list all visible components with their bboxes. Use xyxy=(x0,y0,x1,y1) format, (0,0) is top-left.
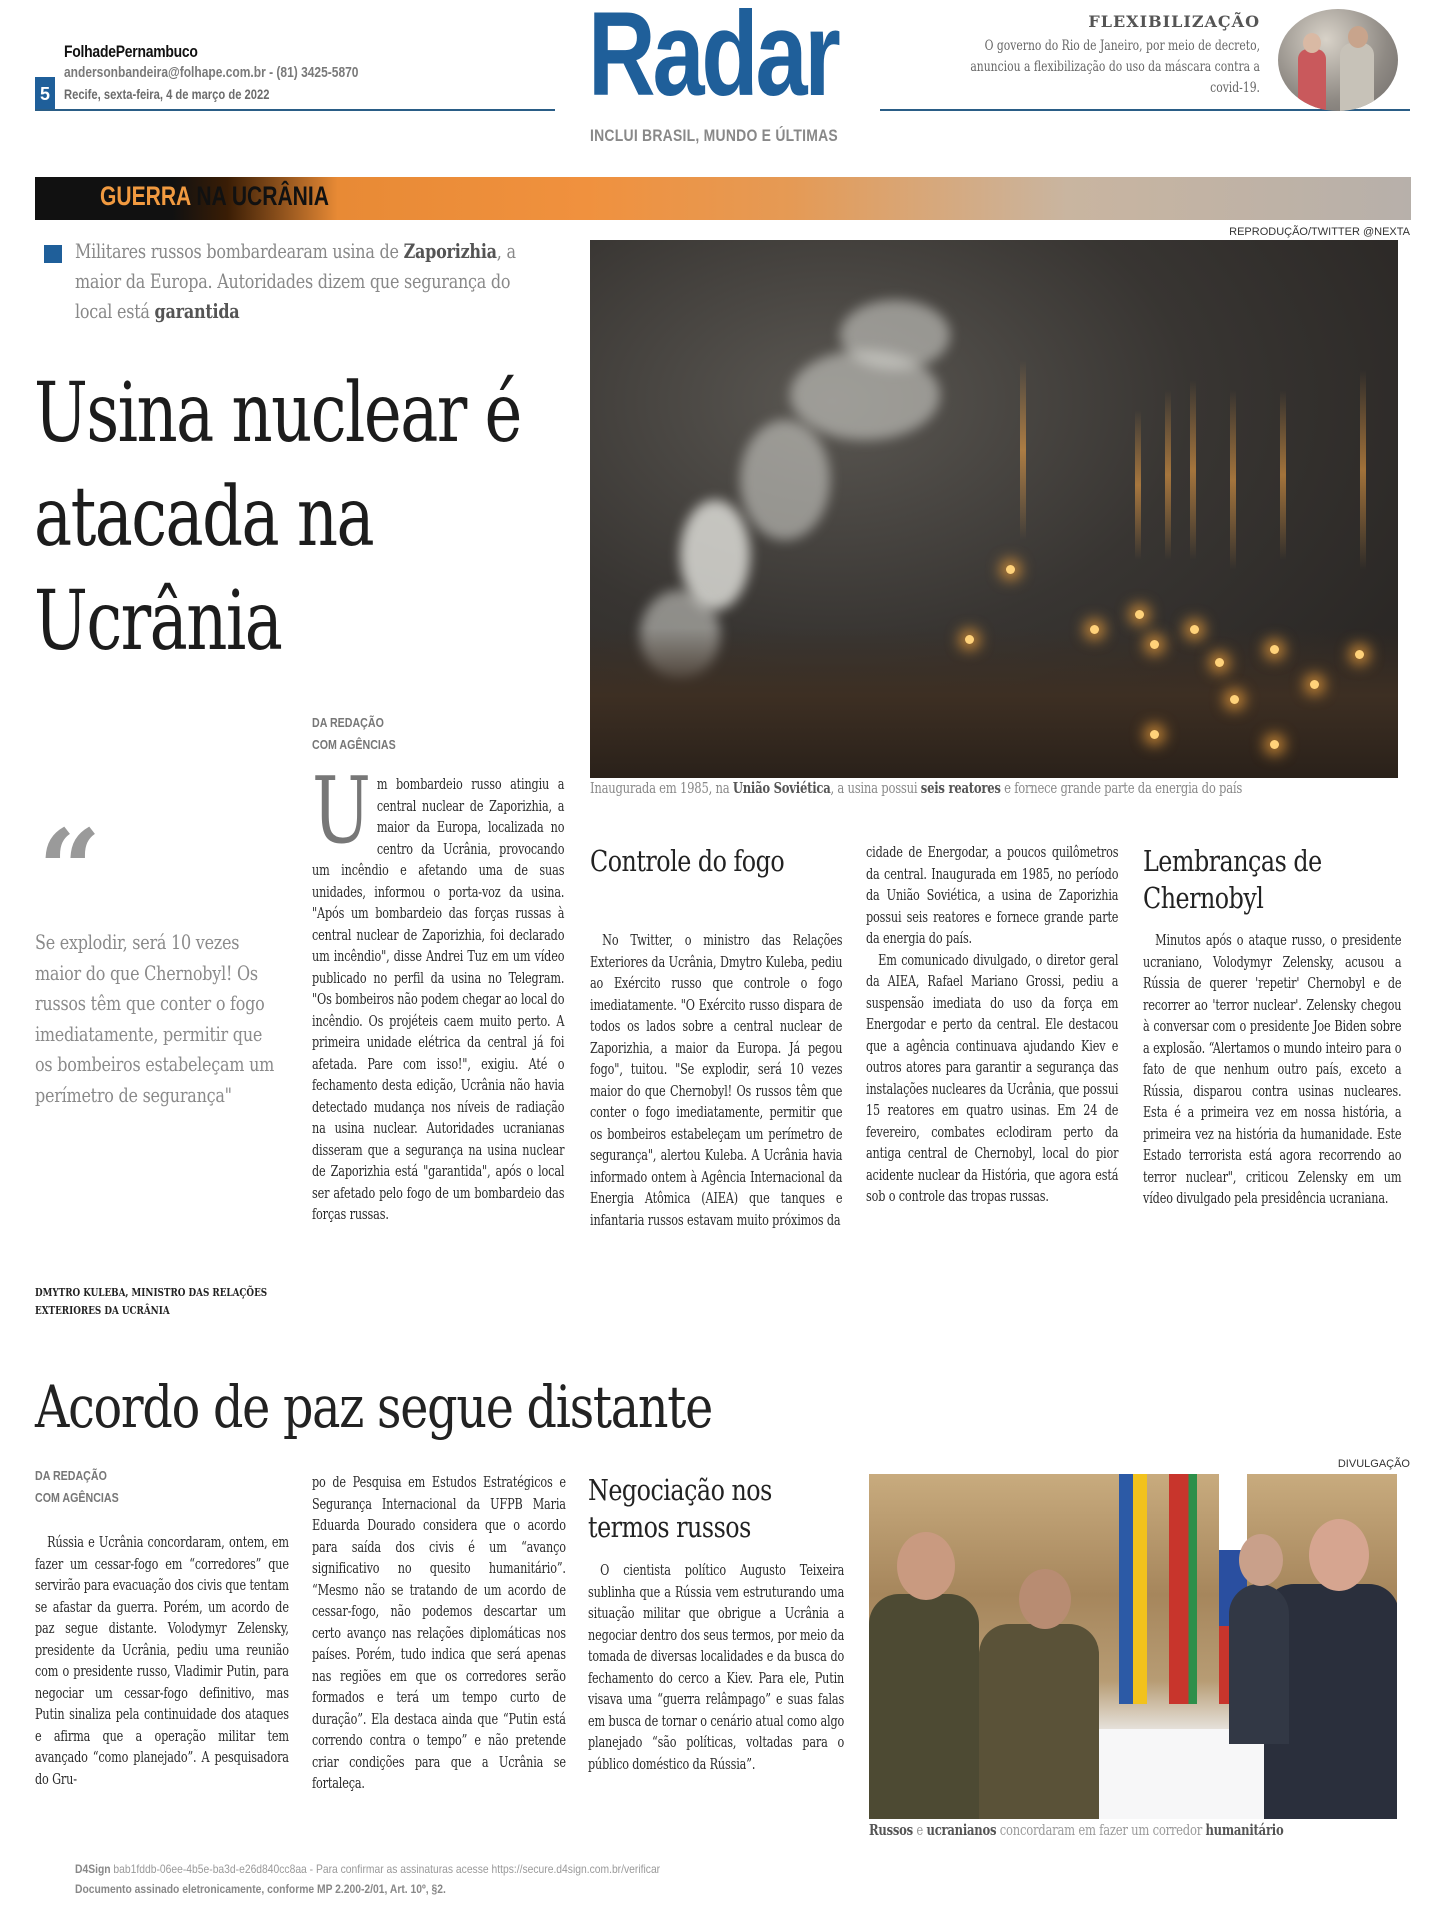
quote-mark-icon: “ xyxy=(38,805,102,934)
pull-quote-author: DMYTRO KULEBA, MINISTRO DAS RELAÇÕES EXTERIORES DA UCRÂNIA xyxy=(35,1286,268,1317)
photo-lamp xyxy=(1190,625,1199,634)
photo-light xyxy=(1020,360,1026,540)
article-paragraph: O cientista político Augusto Teixeira sublinha que a Rússia vem estruturando uma situação militar que obrigue a Ucrânia a negociar dentro dos seus termos, por meio da tomada de diversas localidades e da busca do fechamento do cerco a Kiev. Para ele, Putin visava uma “guerra relâmpago” e suas falas em busca de tornar o cenário atual como algo planejado “são políticas, voltadas para o público doméstico da Rússia”. xyxy=(588,1562,845,1773)
byline xyxy=(35,1465,119,1509)
signature-label: D4Sign xyxy=(75,1862,111,1876)
drop-cap: U xyxy=(312,757,371,864)
photo-person-head xyxy=(1309,1519,1369,1591)
photo-figure-head xyxy=(1348,26,1368,48)
article-2-column-2 xyxy=(312,1472,566,1795)
article-column-2-box xyxy=(590,930,842,1320)
photo-lamp xyxy=(1150,730,1159,739)
article-column-1 xyxy=(312,757,565,1226)
photo-figure-head xyxy=(1303,33,1321,53)
lede-bullet-icon xyxy=(44,245,62,263)
photo-lamp xyxy=(1090,625,1099,634)
photo-lamp xyxy=(965,635,974,644)
pull-quote-author-box xyxy=(35,1284,295,1324)
banner-word-guerra: GUERRA xyxy=(100,181,191,211)
main-photo-caption xyxy=(590,780,1410,797)
photo-flag-ukraine xyxy=(1119,1474,1147,1704)
byline xyxy=(312,712,396,756)
article-column-4 xyxy=(1143,930,1401,1210)
section-subtitle: INCLUI BRASIL, MUNDO E ÚLTIMAS xyxy=(590,126,838,145)
main-headline-box xyxy=(34,362,574,674)
photo-figure-woman xyxy=(1298,49,1326,111)
lede-text: , a maior da Europa. Autoridades dizem que segurança do local está xyxy=(75,239,516,323)
photo-person xyxy=(979,1624,1099,1819)
photo-smoke xyxy=(790,350,940,440)
photo-light xyxy=(1230,390,1236,570)
photo-lamp xyxy=(1270,645,1279,654)
teaser-text[interactable]: O governo do Rio de Janeiro, por meio de decreto, anunciou a flexibilização do uso da máscara contra a covid-19. xyxy=(970,38,1260,96)
article-2-column-1 xyxy=(35,1532,289,1790)
caption-text: e fornece grande parte da energia do país xyxy=(1000,781,1243,797)
teaser-title[interactable]: FLEXIBILIZAÇÃO xyxy=(1088,12,1260,31)
article-paragraph: m bombardeio russo atingiu a central nuclear de Zaporizhia, a maior da Europa, localizada no centro da Ucrânia, provocando um incêndio e afetando uma de suas unidades, informou o porta-voz da usina. "Após um bombardeio das forças russas à central nuclear de Zaporizhia, foi declarado um incêndio", disse Andrei Tuz em um vídeo publicado no perfil da usina no Telegram. "Os bombeiros não podem chegar ao local do incêndio. Os projéteis caem muito perto. A primeira unidade elétrica da central já foi afetada. Pare com isso!", exigiu. Até o fechamento desta edição, Ucrânia não havia detectado mudança nos níveis de radiação na usina nuclear. Autoridades ucranianas disseram que a segurança na usina nuclear de Zaporizhia está "garantida", após o local ser afetado pelo fogo de um bombardeio das forças russas. xyxy=(312,776,565,1223)
article-paragraph: Minutos após o ataque russo, o presidente ucraniano, Volodymyr Zelensky, acusou a Rússia de querer 'repetir' Chernobyl e de recorrer ao 'terror nuclear'. Zelensky chegou à conversar com o presidente Joe Biden sobre a explosão. “Alertamos o mundo inteiro para o fato de que nenhum outro país, exceto a Rússia, disparou contra usinas nucleares. Esta é a primeira vez em nossa história, a primeira vez na história da humanidade. Este Estado terrorista está agora recorrendo ao terror nuclear", criticou Zelensky em um vídeo divulgado pela presidência ucraniana. xyxy=(1143,932,1402,1207)
article-paragraph: Em comunicado divulgado, o diretor geral da AIEA, Rafael Mariano Grossi, pediu a suspensão imediata do uso da força em Energodar e perto da central. Ele destacou que a agência continuava ajudando Kiev e outros atores para garantir a segurança das instalações nucleares da Ucrânia, que possui 15 reatores em quatro usinas. Em 24 de fevereiro, combates eclodiram perto da antiga central de Chernobyl, local do pior acidente nuclear da História, que agora está sob o controle das tropas russas. xyxy=(866,951,1119,1205)
lede-highlight: Zaporizhia xyxy=(403,239,497,263)
caption-text: , a usina possui xyxy=(830,781,921,797)
photo-flag-belarus xyxy=(1169,1474,1197,1704)
photo-lamp xyxy=(1310,680,1319,689)
lede-box xyxy=(75,236,545,328)
negotiation-photo-caption-box xyxy=(869,1822,1409,1844)
caption-text: Inaugurada em 1985, na xyxy=(590,781,733,797)
publication-name: FolhadePernambuco xyxy=(64,42,198,61)
legal-note: Documento assinado eletronicamente, conforme MP 2.200-2/01, Art. 10º, §2. xyxy=(75,1882,446,1896)
article-column-1-box xyxy=(312,757,565,1314)
photo-person xyxy=(1229,1584,1289,1744)
teaser-text-box xyxy=(960,36,1260,102)
article-column-2 xyxy=(590,930,842,1231)
photo-lamp xyxy=(1150,640,1159,649)
article-2-column-3 xyxy=(588,1560,844,1775)
main-photo-nuclear-plant[interactable] xyxy=(590,240,1398,778)
photo-light xyxy=(1360,370,1366,570)
negotiation-photo[interactable] xyxy=(869,1474,1397,1819)
caption-highlight: ucranianos xyxy=(926,1822,997,1839)
caption-highlight: seis reatores xyxy=(920,780,1001,797)
article-paragraph: po de Pesquisa em Estudos Estratégicos e Segurança Internacional da UFPB Maria Eduarda Dourado considera que o acordo para saída dos civis é um “avanço significativo no quesito humanitário”. “Mesmo não se tratando de um acordo de cessar-fogo, não podemos descartar um certo avanço nas relações diplomáticas nos países. Porém, tudo indica que será apenas nas regiões em que os corredores serão formados e terá um tempo curto de duração”. Ela destaca ainda que “Putin está correndo contra o tempo” e não pretende criar condições para que a Ucrânia se fortaleça. xyxy=(312,1474,566,1792)
article-paragraph: No Twitter, o ministro das Relações Exteriores da Ucrânia, Dmytro Kuleba, pediu ao Exército russo que controle o fogo imediatamente. "O Exército russo dispara de todos os lados sobre a central nuclear de Zaporizhia, a maior da Europa. Já pegou fogo", tuitou. "Se explodir, será 10 vezes maior do que Chernobyl! Os russos têm que conter o fogo imediatamente, permitir que os bombeiros estabeleçam um perímetro de segurança", alertou Kuleba. A Ucrânia havia informado ontem à Agência Internacional da Energia Atômica (AIEA) que tanques e infantaria russos estavam muito próximos da xyxy=(590,932,843,1229)
photo-person-head xyxy=(1239,1534,1283,1586)
subhead-chernobyl-box xyxy=(1143,843,1413,919)
main-photo-caption-box xyxy=(590,780,1410,802)
subhead-controle-box xyxy=(590,843,850,919)
caption-text: concordaram em fazer um corredor xyxy=(996,1823,1206,1839)
section-banner-title xyxy=(100,181,329,212)
photo-person-head xyxy=(1019,1569,1071,1629)
photo-lamp xyxy=(1230,695,1239,704)
caption-highlight: Russos xyxy=(869,1822,913,1839)
caption-highlight: União Soviética xyxy=(732,780,831,797)
photo-person-head xyxy=(897,1532,955,1600)
page-number: 5 xyxy=(35,77,55,111)
banner-word-ucrania: NA UCRÂNIA xyxy=(190,181,329,211)
photo-light xyxy=(1165,390,1171,560)
photo-smoke xyxy=(740,420,830,540)
article-column-3 xyxy=(866,842,1118,1208)
subhead-negociacao-box xyxy=(588,1472,858,1548)
teaser-photo[interactable] xyxy=(1278,9,1398,111)
section-logo: Radar xyxy=(588,0,838,121)
article-2-column-1-box xyxy=(35,1532,289,1832)
byline-line-2: COM AGÊNCIAS xyxy=(35,1490,119,1505)
secondary-headline: Acordo de paz segue distante xyxy=(35,1373,713,1441)
byline-line-2: COM AGÊNCIAS xyxy=(312,737,396,752)
photo-figure-man xyxy=(1340,43,1374,111)
photo-credit: REPRODUÇÃO/TWITTER @NEXTA xyxy=(1229,226,1410,238)
lede-text: Militares russos bombardearam usina de xyxy=(75,239,404,263)
photo-person xyxy=(869,1594,979,1819)
lede xyxy=(75,236,545,326)
negotiation-photo-caption xyxy=(869,1822,1409,1839)
subhead-negociacao: Negociação nos termos russos xyxy=(588,1473,772,1544)
article-2-column-3-box xyxy=(588,1560,844,1840)
main-headline: Usina nuclear é atacada na Ucrânia xyxy=(34,366,521,669)
subhead-lembrancas-de-chernobyl: Lembranças de Chernobyl xyxy=(1143,844,1322,915)
photo-light xyxy=(1280,390,1286,560)
pull-quote: Se explodir, será 10 vezes maior do que Chernobyl! Os russos têm que conter o fogo imediatamente, permitir que os bombeiros estabeleçam um perímetro de segurança" xyxy=(35,930,275,1107)
masthead-rule-left xyxy=(35,109,555,111)
article-paragraph: cidade de Energodar, a poucos quilômetros da central. Inaugurada em 1985, no período da União Soviética, a usina de Zaporizhia possui seis reatores e fornece grande parte da energia do país. xyxy=(866,844,1119,947)
signature-line xyxy=(75,1862,660,1876)
photo-lamp xyxy=(1006,565,1015,574)
edition-date: Recife, sexta-feira, 4 de março de 2022 xyxy=(64,86,270,102)
subhead-controle-do-fogo: Controle do fogo xyxy=(590,844,785,878)
photo-light xyxy=(1190,380,1196,560)
byline-line-1: DA REDAÇÃO xyxy=(312,715,384,730)
lede-highlight: garantida xyxy=(154,299,240,323)
photo-light xyxy=(1135,410,1141,560)
secondary-headline-box xyxy=(35,1372,835,1442)
photo-lamp xyxy=(1270,740,1279,749)
article-column-4-box xyxy=(1143,930,1401,1320)
photo-2-credit: DIVULGAÇÃO xyxy=(1337,1458,1410,1470)
pull-quote-box xyxy=(35,927,275,1267)
signature-verification-text[interactable]: bab1fddb-06ee-4b5e-ba3d-e26d840cc8aa - Para confirmar as assinaturas acesse https://secure.d4sign.com.br/verificar xyxy=(110,1862,661,1876)
article-2-column-2-box xyxy=(312,1472,566,1842)
photo-lamp xyxy=(1215,658,1224,667)
caption-highlight: humanitário xyxy=(1205,1822,1284,1839)
byline-line-1: DA REDAÇÃO xyxy=(35,1468,107,1483)
contact-line: andersonbandeira@folhape.com.br - (81) 3425-5870 xyxy=(64,64,359,81)
photo-lamp xyxy=(1135,610,1144,619)
article-paragraph: Rússia e Ucrânia concordaram, ontem, em fazer um cessar-fogo em “corredores” que servirão para evacuação dos civis que tentam se afastar da guerra. Porém, um acordo de paz segue distante. Volodymyr Zelensky, presidente da Ucrânia, pediu uma reunião com o presidente russo, Vladimir Putin, para negociar um cessar-fogo definitivo, mas Putin sinaliza pela continuidade dos ataques e afirma que a operação militar tem avançado “como planejado”. A pesquisadora do Gru- xyxy=(35,1534,289,1788)
caption-text: e xyxy=(912,1823,927,1839)
article-column-3-box xyxy=(866,842,1118,1322)
photo-lamp xyxy=(1355,650,1364,659)
